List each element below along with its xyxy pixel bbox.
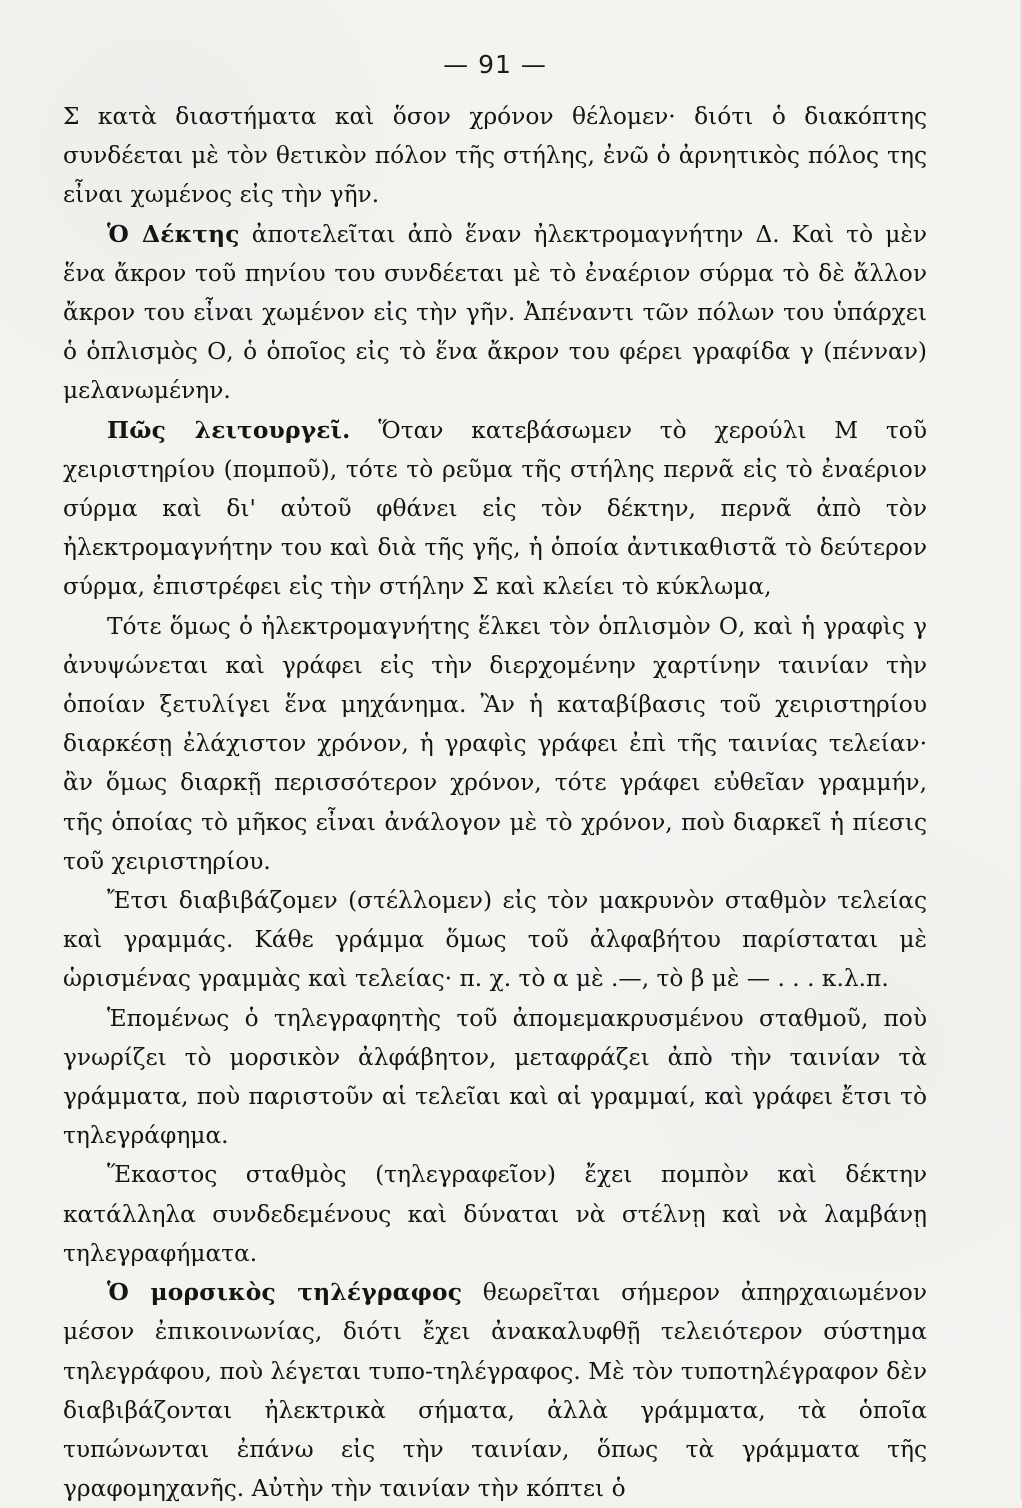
paragraph-text: Τότε ὅμως ὁ ἠλεκτρομαγνήτης ἕλκει τὸν ὁπλισμὸν Ο, καὶ ἡ γραφὶς γ ἀνυψώνεται καὶ γράφει εἰς τὴν διερχομένην χαρτίνην ταινίαν τὴν ὁποίαν ξετυλίγει ἕνα μηχάνημα. Ἂν ἡ καταβίβασις τοῦ χειριστηρίου διαρκέσῃ ἐλάχιστον χρόνον, ἡ γραφὶς γράφει ἐπὶ τῆς ταινίας τελείαν· ἂν ὅμως διαρκῇ περισσότερον χρόνον, τότε γράφει εὐθεῖαν γραμμήν, τῆς ὁποίας τὸ μῆκος εἶναι ἀνάλογον μὲ τὸ χρόνον, ποὺ διαρκεῖ ἡ πίεσις τοῦ χειριστηρίου. (63, 612, 927, 875)
paragraph-station (63, 1155, 927, 1273)
paragraph-lead: Ὁ Δέκτης (107, 220, 240, 248)
paragraph-text: ἀποτελεῖται ἀπὸ ἕναν ἠλεκτρομαγνήτην Δ. Καὶ τὸ μὲν ἕνα ἄκρον τοῦ πηνίου του συνδέεται μὲ τὸ ἐναέριον σύρμα τὸ δὲ ἄλλον ἄκρον του εἶναι χωμένον εἰς τὴν γῆν. Ἀπέναντι τῶν πόλων του ὑπάρχει ὁ ὁπλισμὸς Ο, ὁ ὁποῖος εἰς τὸ ἕνα ἄκρον του φέρει γραφίδα γ (πένναν) μελανωμένην. (63, 220, 928, 405)
paragraph-text: θεωρεῖται σήμερον ἀπηρχαιωμένον μέσον ἐπικοινωνίας, διότι ἔχει ἀνακαλυφθῇ τελειότερον σύστημα τηλεγράφου, ποὺ λέγεται τυπο-τηλέγραφος. Μὲ τὸν τυποτηλέγραφον δὲν διαβιβάζονται ἠλεκτρικὰ σήματα, ἀλλὰ γράμματα, τὰ ὁποῖα τυπώνωνται ἐπάνω εἰς τὴν ταινίαν, ὅπως τὰ γράμματα τῆς γραφομηχανῆς. Αὐτὴν τὴν ταινίαν τὴν κόπτει ὁ (63, 1279, 927, 1503)
paragraph-text: Ὅταν κατεβάσωμεν τὸ χερούλι Μ τοῦ χειριστηρίου (πομποῦ), τότε τὸ ρεῦμα τῆς στήλης περνᾶ εἰς τὸ ἐναέριον σύρμα καὶ δι' αὐτοῦ φθάνει εἰς τὸν δέκτην, περνᾶ ἀπὸ τὸν ἠλεκτρομαγνήτην του καὶ διὰ τῆς γῆς, ἡ ὁποία ἀντικαθιστᾶ τὸ δεύτερον σύρμα, ἐπιστρέφει εἰς τὴν στήλην Σ καὶ κλείει τὸ κύκλωμα, (63, 416, 927, 601)
paragraph-text: Ἑπομένως ὁ τηλεγραφητὴς τοῦ ἀπομεμακρυσμένου σταθμοῦ, ποὺ γνωρίζει τὸ μορσικὸν ἀλφάβητον, μεταφράζει ἀπὸ τὴν ταινίαν τὰ γράμματα, ποὺ παριστοῦν αἱ τελεῖαι καὶ αἱ γραμμαί, καὶ γράφει ἔτσι τὸ τηλεγράφημα. (63, 1004, 927, 1150)
page-text (63, 97, 927, 1508)
page-number: — 91 — (443, 50, 547, 79)
paragraph-lead: Πῶς λειτουργεῖ. (107, 416, 351, 444)
paragraph-operator (63, 999, 927, 1156)
paragraph-morse-telegraph (63, 1273, 927, 1508)
paragraph-receiver (63, 215, 927, 411)
paragraph-dots-lines (63, 881, 927, 999)
paragraph-lead: Ὁ μορσικὸς τηλέγραφος (107, 1279, 463, 1307)
paragraph-text: Ἕκαστος σταθμὸς (τηλεγραφεῖον) ἔχει πομπὸν καὶ δέκτην κατάλληλα συνδεδεμένους καὶ δύναται νὰ στέλνῃ καὶ νὰ λαμβάνῃ τηλεγραφήματα. (63, 1161, 927, 1267)
paragraph-text: Ἔτσι διαβιβάζομεν (στέλλομεν) εἰς τὸν μακρυνὸν σταθμὸν τελείας καὶ γραμμάς. Κάθε γράμμα ὅμως τοῦ ἀλφαβήτου παρίσταται μὲ ὡρισμένας γραμμὰς καὶ τελείας· π. χ. τὸ α μὲ .—, τὸ β μὲ — . . . κ.λ.π. (63, 887, 927, 993)
paragraph-how-it-works (63, 411, 927, 607)
paragraph-text: Σ κατὰ διαστήματα καὶ ὅσον χρόνον θέλομεν· διότι ὁ διακόπτης συνδέεται μὲ τὸν θετικὸν πόλον τῆς στήλης, ἐνῶ ὁ ἀρνητικὸς πόλος της εἶναι χωμένος εἰς τὴν γῆν. (63, 103, 927, 209)
paragraph-circuit-intro (63, 97, 927, 215)
paragraph-electromagnet (63, 607, 927, 881)
